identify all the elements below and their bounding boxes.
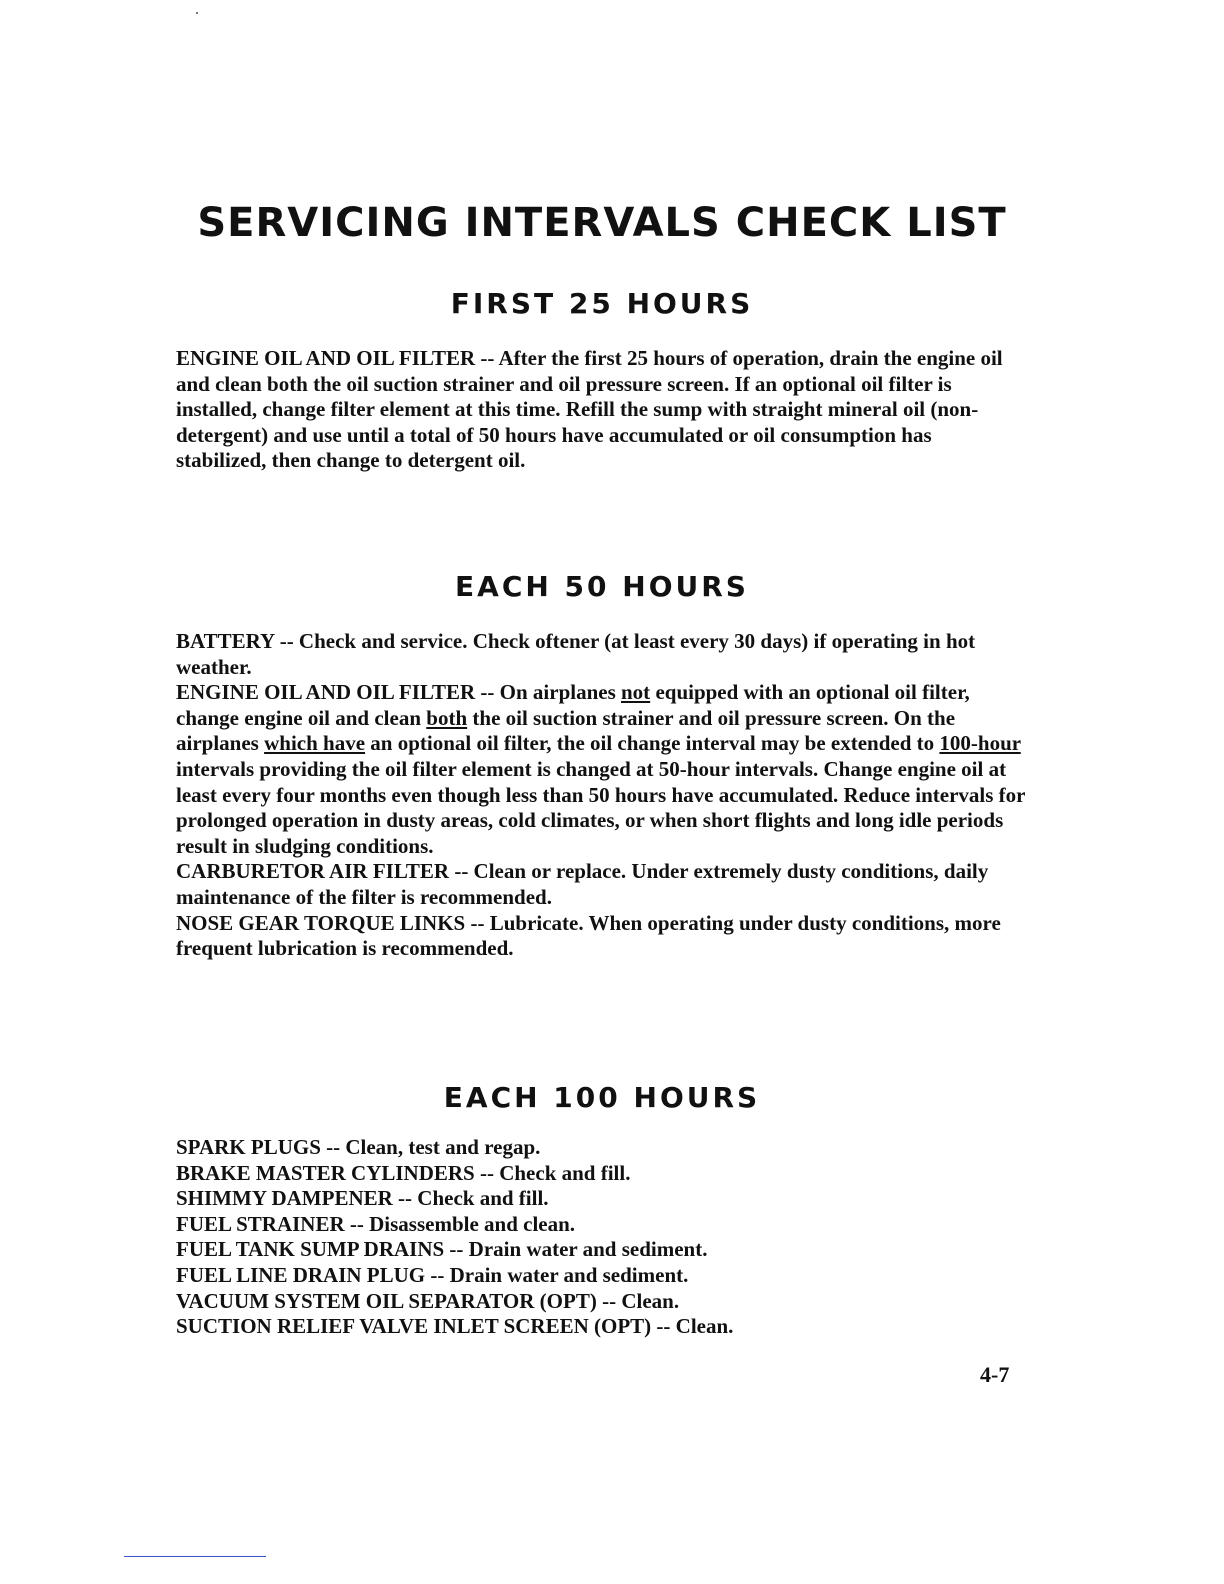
section-heading-each-100-hours: EACH 100 HOURS — [443, 1081, 761, 1114]
underline-both: both — [426, 705, 468, 730]
list-item: SHIMMY DAMPENER -- Check and fill. — [176, 1186, 549, 1211]
page-title: SERVICING INTERVALS CHECK LIST — [197, 200, 1007, 246]
nose-gear-paragraph: NOSE GEAR TORQUE LINKS -- Lubricate. When operating under dusty conditions, more frequent lubrication is recommended. — [176, 910, 1001, 961]
footer-rule — [124, 1556, 266, 1557]
list-item: FUEL LINE DRAIN PLUG -- Drain water and sediment. — [176, 1262, 689, 1287]
list-item: FUEL TANK SUMP DRAINS -- Drain water and sediment. — [176, 1237, 708, 1262]
section-body-each-50-hours — [176, 629, 1036, 962]
engine-oil-50-text-2: equipped with an optional oil filter, change engine oil and clean — [176, 680, 970, 730]
list-item: BRAKE MASTER CYLINDERS -- Check and fill. — [176, 1160, 631, 1185]
engine-oil-50-paragraph — [176, 680, 1036, 859]
underline-which-have: which have — [264, 731, 366, 756]
engine-oil-first-25-paragraph: ENGINE OIL AND OIL FILTER -- After the first 25 hours of operation, drain the engine oil and clean both the oil suction strainer and oil pressure screen. If an optional oil filter is installed, change filter element at this time. Refill the sump with straight mineral oil (non-detergent) and use until a total of 50 hours have accumulated or oil consumption has stabilized, then change to detergent oil. — [176, 346, 1003, 473]
underline-100-hour: 100-hour — [939, 731, 1021, 756]
section-body-each-100-hours — [176, 1135, 1036, 1340]
list-item: SPARK PLUGS -- Clean, test and regap. — [176, 1135, 541, 1159]
engine-oil-50-text-4: an optional oil filter, the oil change interval may be extended to — [365, 731, 940, 756]
engine-oil-50-text-1: ENGINE OIL AND OIL FILTER -- On airplanes — [176, 680, 621, 705]
underline-not: not — [621, 680, 651, 705]
battery-paragraph: BATTERY -- Check and service. Check oftener (at least every 30 days) if operating in hot weather. — [176, 629, 976, 679]
engine-oil-50-text-5: intervals providing the oil filter element is changed at 50-hour intervals. Change engine oil at least every four months even though less than 50 hours have accumulated. Reduce intervals for prolonged operation in dusty areas, cold climates, or when short flights and long idle periods result in sludging conditions. — [176, 756, 1026, 858]
list-item: VACUUM SYSTEM OIL SEPARATOR (OPT) -- Clean. — [176, 1288, 680, 1313]
section-heading-each-50-hours: EACH 50 HOURS — [455, 570, 749, 603]
engine-oil-50-text-3: the oil suction strainer and oil pressure screen. On the airplanes — [176, 705, 956, 756]
section-heading-first-25-hours: FIRST 25 HOURS — [450, 287, 754, 320]
carburetor-paragraph: CARBURETOR AIR FILTER -- Clean or replace. Under extremely dusty conditions, daily maintenance of the filter is recommended. — [176, 859, 989, 909]
section-body-first-25-hours — [176, 346, 1016, 474]
page-number: 4-7 — [980, 1362, 1010, 1387]
list-item: FUEL STRAINER -- Disassemble and clean. — [176, 1211, 576, 1236]
scan-speck — [196, 12, 198, 14]
list-item: SUCTION RELIEF VALVE INLET SCREEN (OPT) -- Clean. — [176, 1314, 734, 1339]
